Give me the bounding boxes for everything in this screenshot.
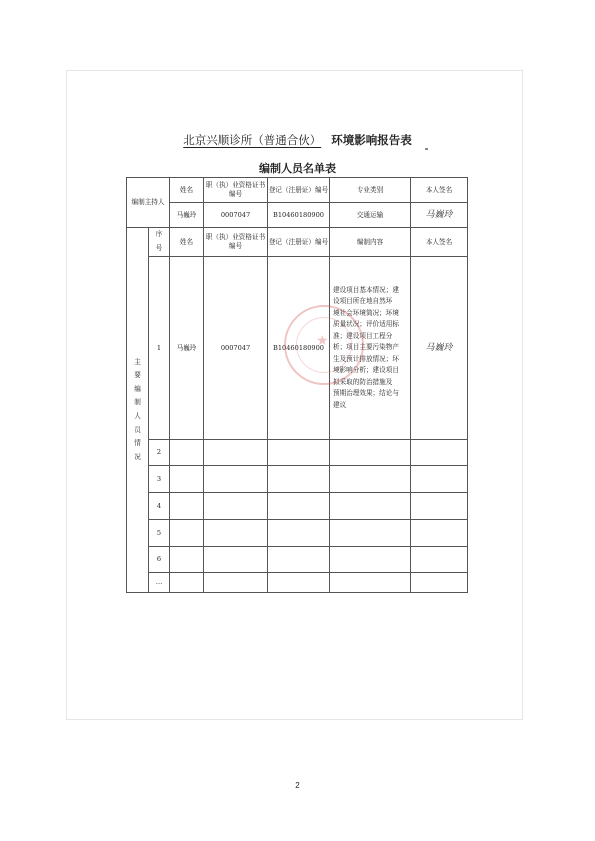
host-header-reg: 登记（注册证）编号 [268,178,330,203]
host-header-cert: 职（执）业资格证书编号 [204,178,268,203]
staff-seq: 3 [149,466,170,493]
organization-name: 北京兴顺诊所（普通合伙） [183,133,322,147]
table-title: 编制人员名单表 [259,162,336,175]
table-row [127,466,468,493]
host-reg: B10460180900 [268,203,330,228]
staff-content [330,257,411,440]
content-line: 建议 [333,400,347,409]
staff-reg: B10460180900 [268,257,330,440]
content-line: 析；项目主要污染物产 [333,343,399,352]
staff-header-signature: 本人签名 [411,228,468,257]
content-line: 境社会环境简况；环境 [333,308,399,317]
seal-star-icon: ★ [316,333,329,349]
content-line: 设项目所在地自然环 [333,297,393,306]
host-header-name: 姓名 [170,178,204,203]
staff-header-content: 编制内容 [330,228,411,257]
staff-name: 马巍玲 [170,257,204,440]
page-number: 2 [295,781,300,790]
staff-seq: 6 [149,547,170,573]
table-row [127,547,468,573]
staff-seq: 4 [149,493,170,520]
staff-section-label: 主要编制人员情况 [127,228,149,593]
staff-seq: 2 [149,440,170,466]
staff-header-reg: 登记（注册证）编号 [268,228,330,257]
content-line: 预期治理效果；结论与 [333,389,399,398]
host-cert: 0007047 [204,203,268,228]
host-header-signature: 本人签名 [411,178,468,203]
table-row [127,440,468,466]
content-line: 准；建设项目工程分 [333,331,393,340]
table-row [127,520,468,547]
document-title [0,132,595,148]
host-row [127,203,468,228]
host-name: 马巍玲 [170,203,204,228]
staff-header-name: 姓名 [170,228,204,257]
host-section-label: 编制主持人 [127,178,170,228]
table-row [127,573,468,593]
staff-cert: 0007047 [204,257,268,440]
content-line: 建设项目基本情况；建 [333,285,399,294]
host-header-major: 专业类别 [330,178,411,203]
staff-seq: … [149,573,170,593]
content-line: 质量状况；评价适用标 [333,320,399,329]
staff-signature: 马巍玲 [411,257,468,440]
staff-header-cert: 职（执）业资格证书编号 [204,228,268,257]
scan-speck [425,148,428,150]
table-row [127,493,468,520]
content-line: 生及预计排放情况；环 [333,354,399,363]
content-line: 境影响分析；建设项目 [333,366,399,375]
host-signature: 马巍玲 [411,203,468,228]
report-type: 环境影响报告表 [331,133,412,147]
staff-header-seq: 序号 [149,228,170,257]
table-row [127,257,468,440]
staff-seq: 5 [149,520,170,547]
staff-seq: 1 [149,257,170,440]
host-major: 交通运输 [330,203,411,228]
staff-list-table [126,177,468,593]
content-line: 拟采取的防治措施及 [333,377,393,386]
